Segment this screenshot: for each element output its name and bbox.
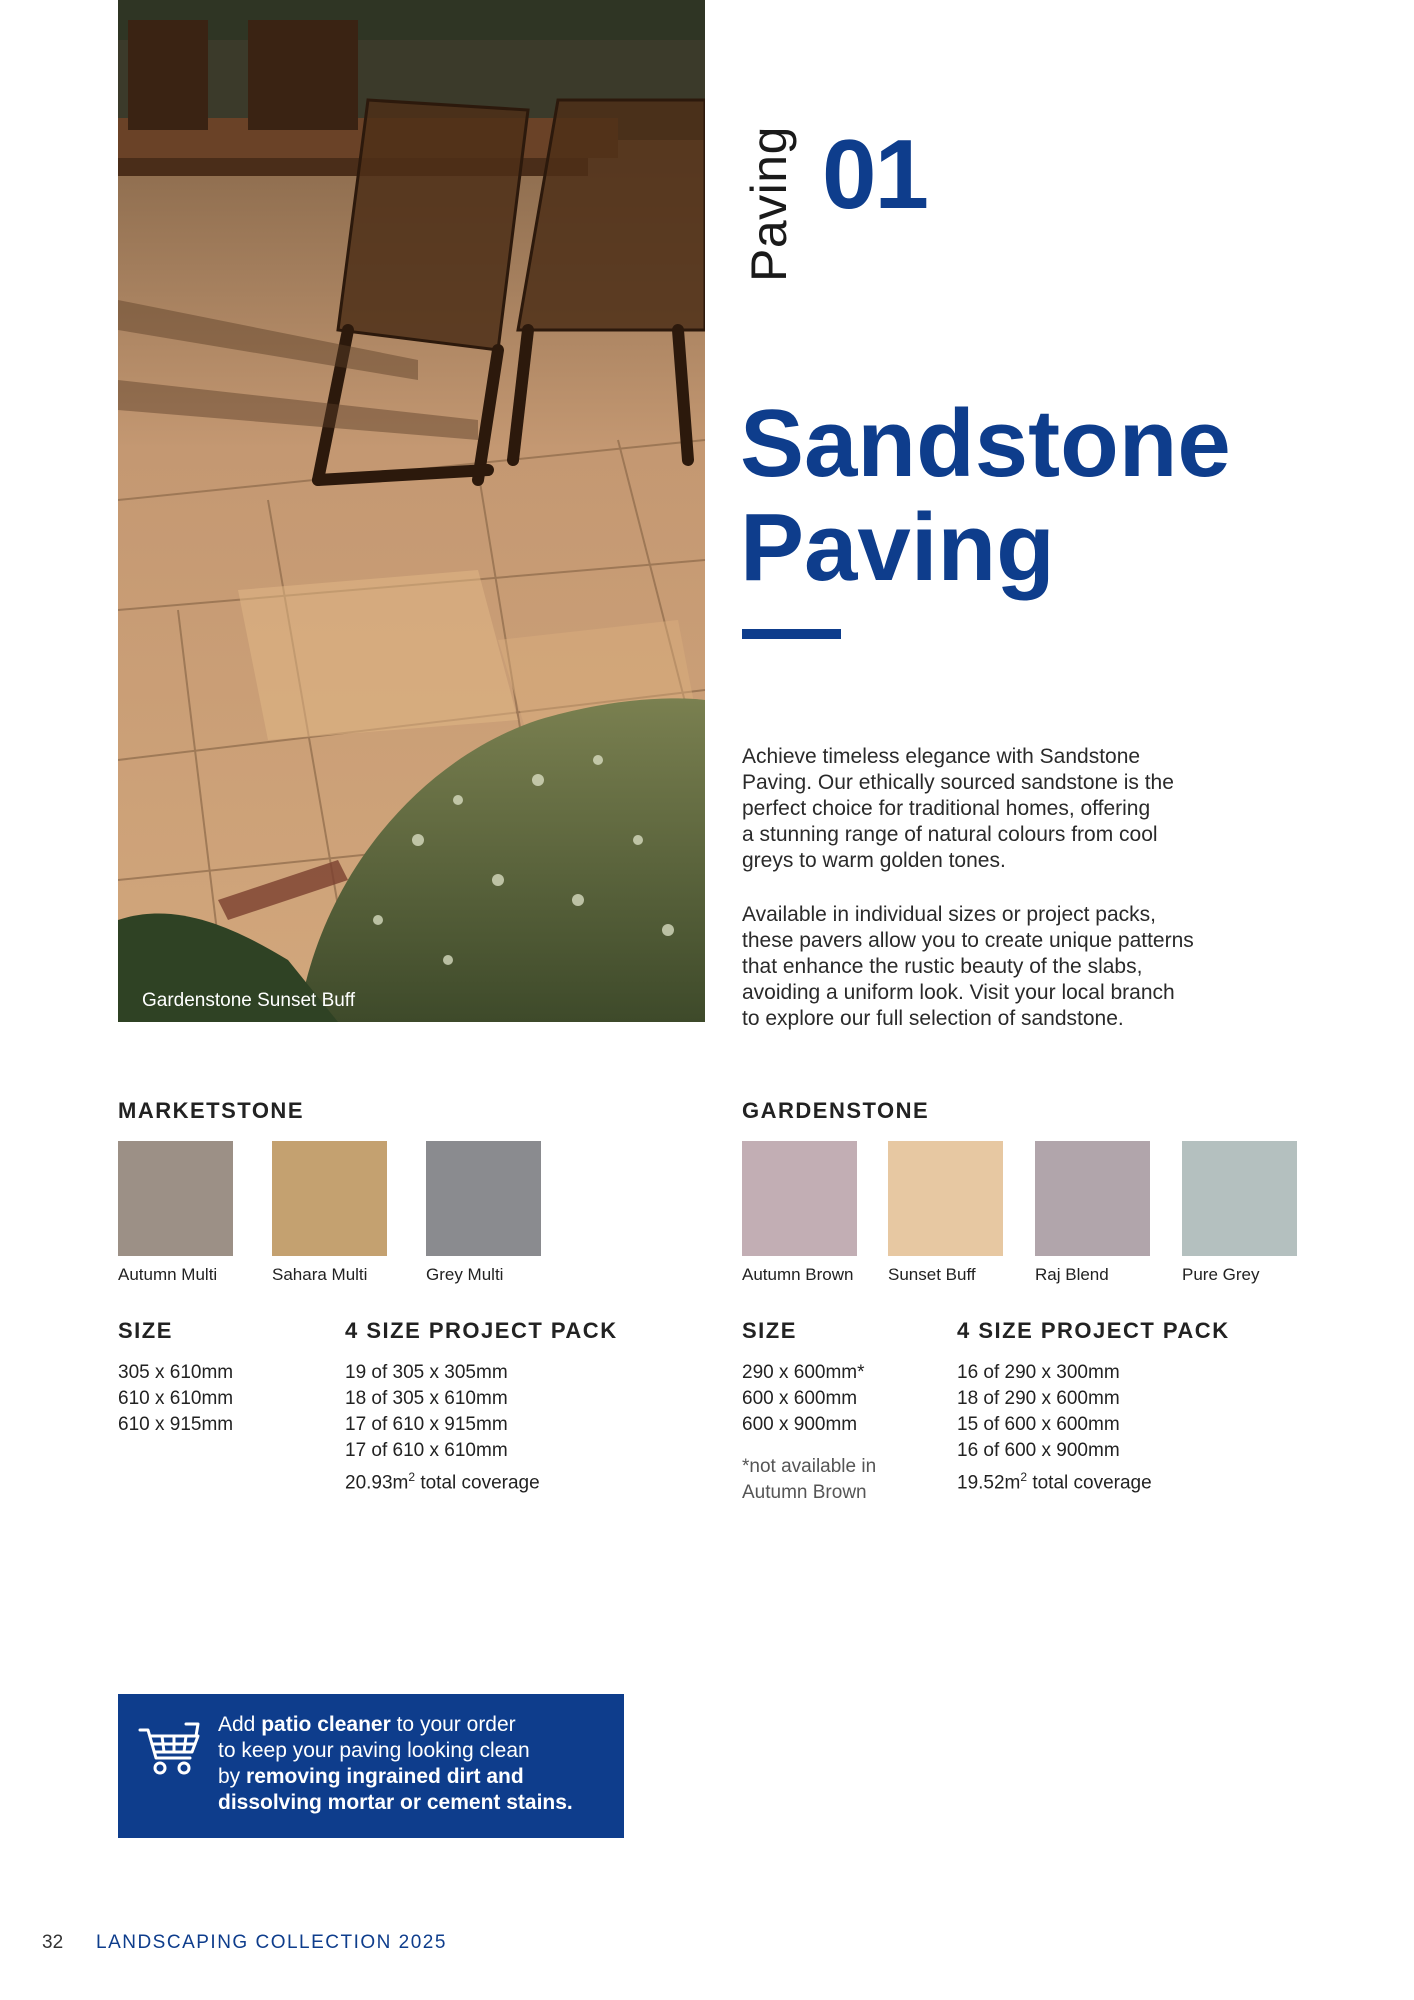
marketstone-heading: MARKETSTONE [118, 1098, 304, 1123]
pack-coverage: $20.93m^2$ total coverage [345, 1470, 540, 1494]
page-title-line: Paving [740, 494, 1055, 601]
gardenstone-size-list [742, 1360, 877, 1503]
pack-item: 17 of 610 x 610mm [345, 1440, 508, 1461]
hero-caption: Gardenstone Sunset Buff [142, 990, 356, 1011]
marketstone-pack-heading: 4 SIZE PROJECT PACK [345, 1318, 618, 1343]
swatch-pure-grey [1182, 1141, 1297, 1256]
hero-photo [118, 0, 705, 1022]
section-number: 01 [822, 119, 928, 229]
page-title [740, 392, 1231, 600]
promo-line: to keep your paving looking clean [218, 1739, 530, 1762]
intro-paragraph [742, 744, 1282, 874]
patio-illustration [118, 0, 705, 1022]
intro-line: greys to warm golden tones. [742, 849, 1006, 872]
marketstone-pack-list [345, 1360, 540, 1494]
intro-line: avoiding a uniform look. Visit your local branch [742, 981, 1175, 1004]
title-divider [742, 629, 841, 639]
marketstone-size-list [118, 1360, 233, 1438]
size-item: 600 x 900mm [742, 1414, 858, 1435]
swatch-sahara-multi [272, 1141, 387, 1256]
page-title-line: Sandstone [740, 390, 1231, 497]
promo-line: by removing ingrained dirt and [218, 1765, 524, 1788]
promo-banner [118, 1694, 624, 1838]
pack-item: 18 of 305 x 610mm [345, 1388, 508, 1409]
gardenstone-size-heading: SIZE [742, 1318, 797, 1343]
intro-line: Paving. Our ethically sourced sandstone is the [742, 771, 1174, 794]
swatch-label: Pure Grey [1182, 1265, 1260, 1284]
note-line: *not available in [742, 1456, 877, 1477]
section-label: Paving [741, 126, 797, 282]
marketstone-size-heading: SIZE [118, 1318, 173, 1343]
swatch-autumn-multi [118, 1141, 233, 1256]
promo-line: Add patio cleaner to your order [218, 1713, 516, 1736]
size-item: 600 x 600mm [742, 1388, 858, 1409]
intro-line: Achieve timeless elegance with Sandstone [742, 745, 1141, 768]
swatch-label: Raj Blend [1035, 1265, 1109, 1284]
availability-note [742, 1454, 877, 1503]
pack-item: 15 of 600 x 600mm [957, 1414, 1120, 1435]
intro-line: a stunning range of natural colours from cool [742, 823, 1158, 846]
intro-line: Available in individual sizes or project packs, [742, 903, 1156, 926]
swatch-label: Autumn Multi [118, 1265, 218, 1284]
promo-text [218, 1712, 573, 1816]
size-item: 290 x 600mm* [742, 1362, 865, 1383]
gardenstone-heading: GARDENSTONE [742, 1098, 930, 1123]
pack-item: 16 of 290 x 300mm [957, 1362, 1120, 1383]
pack-item: 17 of 610 x 915mm [345, 1414, 508, 1435]
swatch-grey-multi [426, 1141, 541, 1256]
gardenstone-pack-heading: 4 SIZE PROJECT PACK [957, 1318, 1230, 1343]
intro-line: perfect choice for traditional homes, offering [742, 797, 1151, 820]
intro-line: to explore our full selection of sandstone. [742, 1007, 1124, 1030]
pack-coverage: $19.52m^2$ total coverage [957, 1470, 1152, 1494]
size-item: 610 x 915mm [118, 1414, 234, 1435]
pack-item: 19 of 305 x 305mm [345, 1362, 508, 1383]
size-item: 305 x 610mm [118, 1362, 234, 1383]
pack-item: 18 of 290 x 600mm [957, 1388, 1120, 1409]
page-number: 32 [42, 1932, 64, 1953]
shopping-cart-icon [138, 1720, 202, 1778]
note-line: Autumn Brown [742, 1482, 867, 1503]
swatch-label: Sahara Multi [272, 1265, 368, 1284]
swatch-autumn-brown [742, 1141, 857, 1256]
intro-paragraph [742, 902, 1282, 1032]
swatch-sunset-buff [888, 1141, 1003, 1256]
intro-line: these pavers allow you to create unique patterns [742, 929, 1194, 952]
swatch-raj-blend [1035, 1141, 1150, 1256]
swatch-label: Grey Multi [426, 1265, 504, 1284]
promo-line: dissolving mortar or cement stains. [218, 1791, 573, 1814]
gardenstone-pack-list [957, 1360, 1152, 1494]
swatch-label: Autumn Brown [742, 1265, 854, 1284]
intro-line: that enhance the rustic beauty of the slabs, [742, 955, 1143, 978]
footer-title: LANDSCAPING COLLECTION 2025 [96, 1932, 447, 1953]
size-item: 610 x 610mm [118, 1388, 234, 1409]
swatch-label: Sunset Buff [888, 1265, 976, 1284]
pack-item: 16 of 600 x 900mm [957, 1440, 1120, 1461]
